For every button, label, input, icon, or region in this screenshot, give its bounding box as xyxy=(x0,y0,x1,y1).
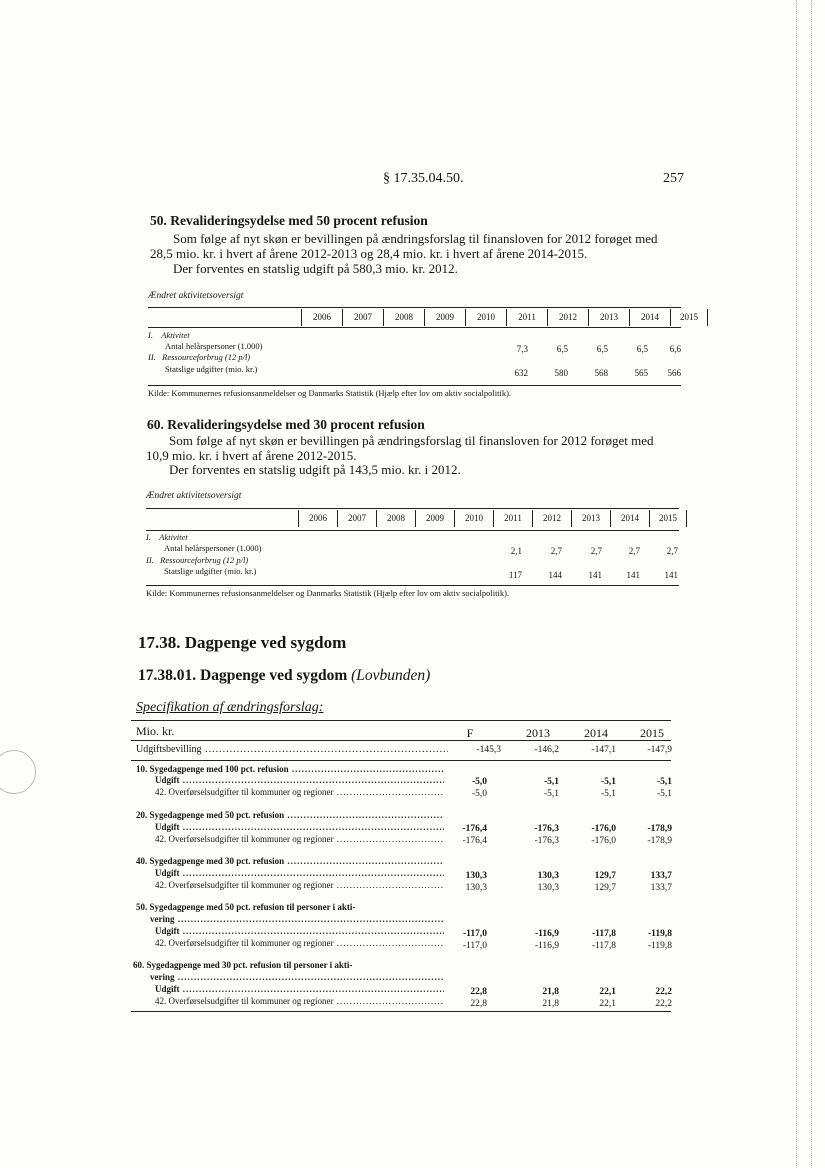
col-header: 2014 xyxy=(584,726,608,740)
value-cell: 22,1 xyxy=(599,987,616,997)
value-cell: -5,1 xyxy=(543,777,559,787)
year-cell: 2013 xyxy=(588,309,629,326)
value-cell: -119,8 xyxy=(647,941,672,951)
value-cell: 22,1 xyxy=(599,999,616,1009)
value-cell: -5,1 xyxy=(600,789,616,799)
expenses-2014: 565 xyxy=(634,368,648,378)
table-rule xyxy=(146,530,679,531)
value-cell: -176,4 xyxy=(462,836,487,846)
persons-2012: 2,7 xyxy=(550,546,562,556)
transfer-label: 42. Overførselsudgifter til kommuner og regioner xyxy=(155,834,334,844)
value-cell: -117,0 xyxy=(462,941,487,951)
group-title-text: 40. Sygedagpenge med 30 pct. refusion xyxy=(136,856,285,866)
section-60-title: 60. Revalideringsydelse med 30 procent refusion xyxy=(147,417,425,432)
unit-label: Mio. kr. xyxy=(136,724,175,738)
section-50-text-cont: 28,5 mio. kr. i hvert af årene 2012-2013 og 28,4 mio. kr. i hvert af årene 2014-2015. xyxy=(150,246,588,261)
group-10-title xyxy=(136,764,444,774)
value-cell: 21,8 xyxy=(542,987,559,997)
value-cell: -147,9 xyxy=(647,745,672,755)
value-cell: -178,9 xyxy=(647,824,672,834)
section-50-text: Som følge af nyt skøn er bevillingen på ændringsforslag til finansloven for 2012 forøget med xyxy=(173,231,658,246)
value-cell: 130,3 xyxy=(465,883,487,893)
table-rule xyxy=(146,508,679,509)
value-cell: -116,9 xyxy=(534,929,559,939)
activity-overview-label: Ændret aktivitetsoversigt xyxy=(148,291,244,301)
section-60-forecast: Der forventes en statslig udgift på 143,5 mio. kr. i 2012. xyxy=(169,462,461,477)
group-60-title: 60. Sygedagpenge med 30 pct. refusion til personer i akti- xyxy=(133,960,353,970)
section-60-text: Som følge af nyt skøn er bevillingen på ændringsforslag til finansloven for 2012 forøget med xyxy=(169,433,654,448)
expenses-2013: 568 xyxy=(594,368,608,378)
value-cell: -178,9 xyxy=(647,836,672,846)
row-expenses-label: Statslige udgifter (mio. kr.) xyxy=(165,364,258,374)
group-title-text: vering xyxy=(150,914,175,924)
group-20-expense xyxy=(155,822,444,832)
expense-label: Udgift xyxy=(155,984,180,994)
value-cell: 133,7 xyxy=(650,871,672,881)
value-cell: 129,7 xyxy=(594,883,616,893)
year-cell: 2008 xyxy=(376,510,415,527)
year-cell: 2009 xyxy=(424,309,465,326)
group-title-text: 10. Sygedagpenge med 100 pct. refusion xyxy=(136,764,289,774)
expenses-2012: 144 xyxy=(548,570,562,580)
row-activity: I. Aktivitet xyxy=(148,330,190,340)
year-cell: 2011 xyxy=(493,510,532,527)
table-rule xyxy=(131,760,671,761)
group-60-title-cont xyxy=(150,972,444,982)
transfer-label: 42. Overførselsudgifter til kommuner og regioner xyxy=(155,787,334,797)
table-rule xyxy=(146,585,679,586)
section-50-forecast: Der forventes en statslig udgift på 580,3 mio. kr. 2012. xyxy=(173,261,458,276)
expense-label: Udgift xyxy=(155,868,180,878)
year-cell: 2015 xyxy=(649,510,687,527)
section-reference: § 17.35.04.50. xyxy=(383,171,464,186)
value-cell: -5,1 xyxy=(543,789,559,799)
value-cell: -5,1 xyxy=(656,789,672,799)
specification-label: Specifikation af ændringsforslag: xyxy=(136,700,324,715)
source-note: Kilde: Kommunernes refusionsanmeldelser og Danmarks Statistik (Hjælp efter lov om aktiv socialpolitik). xyxy=(146,588,510,598)
value-cell: -176,4 xyxy=(462,824,487,834)
subchapter-title: 17.38.01. Dagpenge ved sygdom xyxy=(138,667,348,684)
transfer-label: 42. Overførselsudgifter til kommuner og regioner xyxy=(155,938,334,948)
table-rule xyxy=(148,385,681,386)
expense-label: Udgift xyxy=(155,775,180,785)
transfer-label: 42. Overførselsudgifter til kommuner og regioner xyxy=(155,880,334,890)
group-50-transfer xyxy=(155,938,444,948)
year-cell: 2006 xyxy=(298,510,337,527)
value-cell: 22,2 xyxy=(655,987,672,997)
year-header xyxy=(301,309,708,326)
table-rule xyxy=(131,740,671,741)
value-cell: -5,1 xyxy=(600,777,616,787)
expenses-2011: 632 xyxy=(514,368,528,378)
value-cell: -117,8 xyxy=(591,929,616,939)
value-cell: -147,1 xyxy=(591,745,616,755)
value-cell: -5,1 xyxy=(656,777,672,787)
value-cell: -117,0 xyxy=(462,929,487,939)
col-header: 2015 xyxy=(640,726,664,740)
value-cell: 129,7 xyxy=(594,871,616,881)
page-number: 257 xyxy=(663,171,684,186)
value-cell: 133,7 xyxy=(650,883,672,893)
year-cell: 2010 xyxy=(465,309,506,326)
year-cell: 2010 xyxy=(454,510,493,527)
value-cell: -176,0 xyxy=(591,836,616,846)
expense-label: Udgift xyxy=(155,822,180,832)
persons-2011: 2,1 xyxy=(510,546,522,556)
year-header xyxy=(298,510,687,527)
persons-2011: 7,3 xyxy=(516,344,528,354)
expense-label: Udgift xyxy=(155,926,180,936)
persons-2012: 6,5 xyxy=(556,344,568,354)
table-rule xyxy=(131,1011,671,1012)
value-cell: -176,0 xyxy=(591,824,616,834)
scan-edge-line xyxy=(796,0,797,1168)
chapter-heading: 17.38. Dagpenge ved sygdom xyxy=(138,633,347,652)
col-header: F xyxy=(466,726,474,740)
value-cell: 130,3 xyxy=(537,871,559,881)
group-50-title: 50. Sygedagpenge med 50 pct. refusion til personer i akti- xyxy=(136,902,356,912)
value-cell: -5,0 xyxy=(471,789,487,799)
value-cell: 22,8 xyxy=(470,987,487,997)
persons-2013: 2,7 xyxy=(590,546,602,556)
row-persons-label: Antal helårspersoner (1.000) xyxy=(165,341,263,351)
year-cell: 2012 xyxy=(532,510,571,527)
persons-2014: 2,7 xyxy=(628,546,640,556)
group-40-title xyxy=(136,856,444,866)
year-cell: 2012 xyxy=(547,309,588,326)
row-resources: II. Ressourceforbrug (12 p/l) xyxy=(146,555,249,565)
row-persons-label: Antal helårspersoner (1.000) xyxy=(164,543,262,553)
group-title-text: 20. Sygedagpenge med 50 pct. refusion xyxy=(136,810,285,820)
table-rule xyxy=(148,327,681,328)
persons-2015: 2,7 xyxy=(666,546,678,556)
year-cell: 2011 xyxy=(506,309,547,326)
group-10-transfer xyxy=(155,787,444,797)
expenses-2015: 141 xyxy=(664,570,678,580)
group-50-expense xyxy=(155,926,444,936)
value-cell: 130,3 xyxy=(465,871,487,881)
value-cell: -116,9 xyxy=(534,941,559,951)
group-40-transfer xyxy=(155,880,444,890)
bevilling-text: Udgiftsbevilling xyxy=(136,744,202,755)
row-activity: I. Aktivitet xyxy=(146,532,188,542)
value-cell: 21,8 xyxy=(542,999,559,1009)
group-60-expense xyxy=(155,984,444,994)
year-cell: 2007 xyxy=(342,309,383,326)
subchapter-heading xyxy=(138,667,430,685)
group-20-transfer xyxy=(155,834,444,844)
value-cell: -176,3 xyxy=(534,824,559,834)
expenses-2013: 141 xyxy=(588,570,602,580)
year-cell: 2014 xyxy=(610,510,649,527)
year-cell: 2008 xyxy=(383,309,424,326)
activity-overview-label: Ændret aktivitetsoversigt xyxy=(146,491,242,501)
year-cell: 2007 xyxy=(337,510,376,527)
group-title-text: vering xyxy=(150,972,175,982)
table-rule xyxy=(131,720,671,721)
binder-hole xyxy=(0,750,36,794)
value-cell: -176,3 xyxy=(534,836,559,846)
year-cell: 2009 xyxy=(415,510,454,527)
expenses-2014: 141 xyxy=(626,570,640,580)
value-cell: 22,2 xyxy=(655,999,672,1009)
persons-2015: 6,6 xyxy=(669,344,681,354)
group-50-title-cont xyxy=(150,914,444,924)
group-40-expense xyxy=(155,868,444,878)
value-cell: -146,2 xyxy=(534,745,559,755)
table-rule xyxy=(148,307,681,308)
value-cell: -145,3 xyxy=(476,745,501,755)
persons-2013: 6,5 xyxy=(596,344,608,354)
row-expenses-label: Statslige udgifter (mio. kr.) xyxy=(164,566,257,576)
group-60-transfer xyxy=(155,996,444,1006)
row-resources: II. Ressourceforbrug (12 p/l) xyxy=(148,352,251,362)
year-cell: 2013 xyxy=(571,510,610,527)
source-note: Kilde: Kommunernes refusionsanmeldelser og Danmarks Statistik (Hjælp efter lov om aktiv socialpolitik). xyxy=(148,388,512,398)
year-cell: 2014 xyxy=(629,309,670,326)
bevilling-label xyxy=(136,744,448,755)
group-10-expense xyxy=(155,775,444,785)
value-cell: -117,8 xyxy=(591,941,616,951)
value-cell: 130,3 xyxy=(537,883,559,893)
section-50-title: 50. Revalideringsydelse med 50 procent refusion xyxy=(150,213,428,228)
col-header: 2013 xyxy=(526,726,550,740)
year-cell: 2006 xyxy=(301,309,342,326)
group-20-title xyxy=(136,810,444,820)
year-cell: 2015 xyxy=(670,309,708,326)
section-60-text-cont: 10,9 mio. kr. i hvert af årene 2012-2015. xyxy=(146,448,357,463)
expenses-2015: 566 xyxy=(667,368,681,378)
value-cell: -5,0 xyxy=(471,777,487,787)
transfer-label: 42. Overførselsudgifter til kommuner og regioner xyxy=(155,996,334,1006)
expenses-2012: 580 xyxy=(554,368,568,378)
subchapter-tag: (Lovbunden) xyxy=(351,667,431,684)
value-cell: -119,8 xyxy=(647,929,672,939)
expenses-2011: 117 xyxy=(508,570,522,580)
value-cell: 22,8 xyxy=(470,999,487,1009)
scan-edge-line xyxy=(811,0,812,1168)
persons-2014: 6,5 xyxy=(636,344,648,354)
